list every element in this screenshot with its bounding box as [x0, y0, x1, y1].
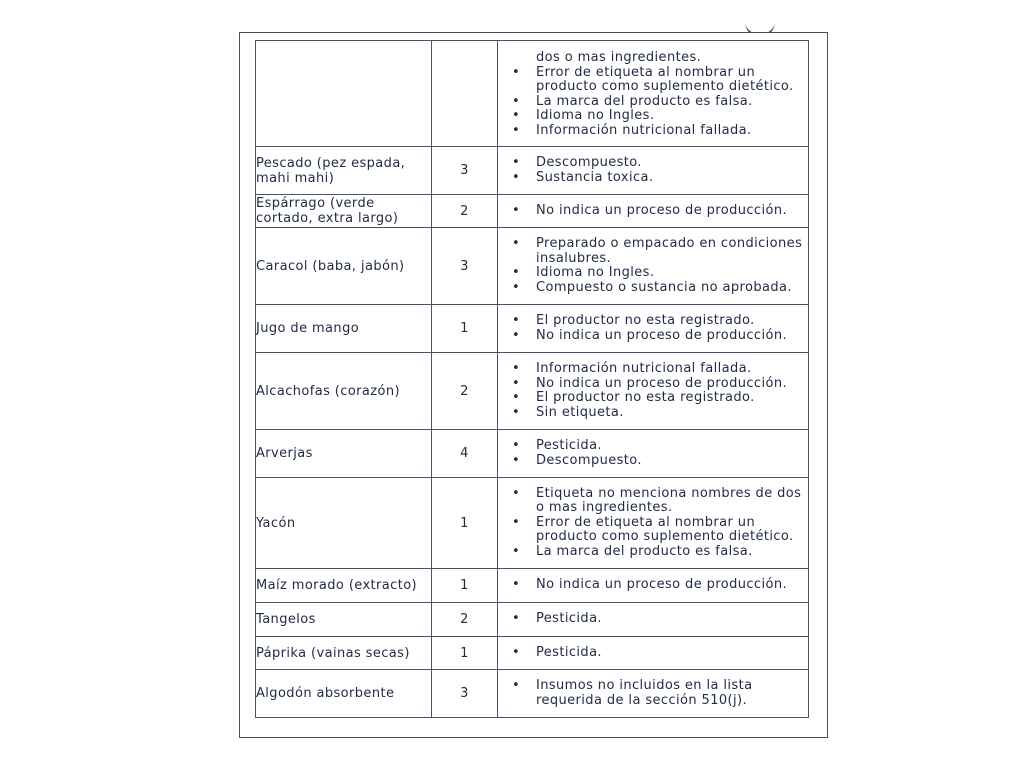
product-cell: Algodón absorbente — [256, 670, 432, 718]
reasons-cell — [498, 603, 809, 637]
reasons-list — [498, 237, 808, 295]
reason-item: • No indica un proceso de producción. — [536, 578, 808, 593]
product-cell: Pescado (pez espada, mahi mahi) — [256, 147, 432, 195]
table-row — [256, 478, 809, 569]
reason-item: • Sustancia toxica. — [536, 171, 808, 186]
reason-item: • No indica un proceso de producción. — [536, 329, 808, 344]
reason-item: • Idioma no Ingles. — [536, 266, 808, 281]
reasons-list — [498, 362, 808, 420]
quantity-cell: 3 — [432, 670, 498, 718]
reasons-cell — [498, 147, 809, 195]
reason-item: • Error de etiqueta al nombrar un producto como suplemento dietético. — [536, 66, 808, 95]
reason-item: • Idioma no Ingles. — [536, 109, 808, 124]
quantity-cell: 3 — [432, 147, 498, 195]
reason-item: • Información nutricional fallada. — [536, 124, 808, 139]
reasons-list — [498, 646, 808, 661]
product-cell: Caracol (baba, jabón) — [256, 228, 432, 305]
quantity-cell — [432, 41, 498, 147]
table-row — [256, 147, 809, 195]
quantity-cell: 2 — [432, 353, 498, 430]
quantity-cell: 1 — [432, 637, 498, 670]
detentions-table — [255, 40, 809, 718]
reason-item: • Información nutricional fallada. — [536, 362, 808, 377]
reasons-list — [498, 487, 808, 560]
reasons-list — [498, 204, 808, 219]
reason-item: • Descompuesto. — [536, 156, 808, 171]
reasons-list — [498, 156, 808, 185]
reasons-cell — [498, 353, 809, 430]
table-row — [256, 603, 809, 637]
reason-item: • Pesticida. — [536, 646, 808, 661]
reason-item: • La marca del producto es falsa. — [536, 95, 808, 110]
reasons-cell — [498, 569, 809, 603]
reason-item: • La marca del producto es falsa. — [536, 545, 808, 560]
reasons-cell — [498, 41, 809, 147]
quantity-cell: 2 — [432, 603, 498, 637]
product-cell: Espárrago (verde cortado, extra largo) — [256, 195, 432, 228]
quantity-cell: 1 — [432, 569, 498, 603]
table-row — [256, 569, 809, 603]
table-row — [256, 228, 809, 305]
reason-item: • Compuesto o sustancia no aprobada. — [536, 281, 808, 296]
reason-item: dos o mas ingredientes. — [536, 50, 702, 65]
reasons-cell — [498, 478, 809, 569]
product-cell: Alcachofas (corazón) — [256, 353, 432, 430]
table-body — [256, 41, 809, 718]
product-cell — [256, 41, 432, 147]
product-cell: Páprika (vainas secas) — [256, 637, 432, 670]
reasons-cell — [498, 195, 809, 228]
reason-item: • El productor no esta registrado. — [536, 314, 808, 329]
product-cell: Tangelos — [256, 603, 432, 637]
table-row — [256, 637, 809, 670]
reason-item: • Pesticida. — [536, 439, 808, 454]
table-row — [256, 353, 809, 430]
reason-item: • Etiqueta no menciona nombres de dos o mas ingredientes. — [536, 487, 808, 516]
reasons-cell — [498, 305, 809, 353]
quantity-cell: 1 — [432, 478, 498, 569]
quantity-cell: 3 — [432, 228, 498, 305]
reasons-cell — [498, 670, 809, 718]
reasons-list — [498, 314, 808, 343]
quantity-cell: 1 — [432, 305, 498, 353]
product-cell: Yacón — [256, 478, 432, 569]
reasons-list — [498, 679, 808, 708]
reasons-list — [498, 439, 808, 468]
reasons-list — [498, 578, 808, 593]
reasons-list — [498, 612, 808, 627]
reason-item: • Preparado o empacado en condiciones insalubres. — [536, 237, 808, 266]
table-row — [256, 41, 809, 147]
reason-item: • Descompuesto. — [536, 454, 808, 469]
product-cell: Jugo de mango — [256, 305, 432, 353]
reasons-cell — [498, 637, 809, 670]
quantity-cell: 4 — [432, 430, 498, 478]
reasons-cell — [498, 228, 809, 305]
reason-item: • Insumos no incluidos en la lista requerida de la sección 510(j). — [536, 679, 808, 708]
table-row — [256, 430, 809, 478]
product-cell: Maíz morado (extracto) — [256, 569, 432, 603]
reasons-list — [498, 51, 808, 138]
reason-item: • Error de etiqueta al nombrar un producto como suplemento dietético. — [536, 516, 808, 545]
reason-item: • El productor no esta registrado. — [536, 391, 808, 406]
reasons-cell — [498, 430, 809, 478]
quantity-cell: 2 — [432, 195, 498, 228]
table-row — [256, 305, 809, 353]
reason-item: • No indica un proceso de producción. — [536, 204, 808, 219]
table-row — [256, 195, 809, 228]
reason-item: • Sin etiqueta. — [536, 406, 808, 421]
reason-item: • No indica un proceso de producción. — [536, 377, 808, 392]
table-row — [256, 670, 809, 718]
product-cell: Arverjas — [256, 430, 432, 478]
reason-item: • Pesticida. — [536, 612, 808, 627]
